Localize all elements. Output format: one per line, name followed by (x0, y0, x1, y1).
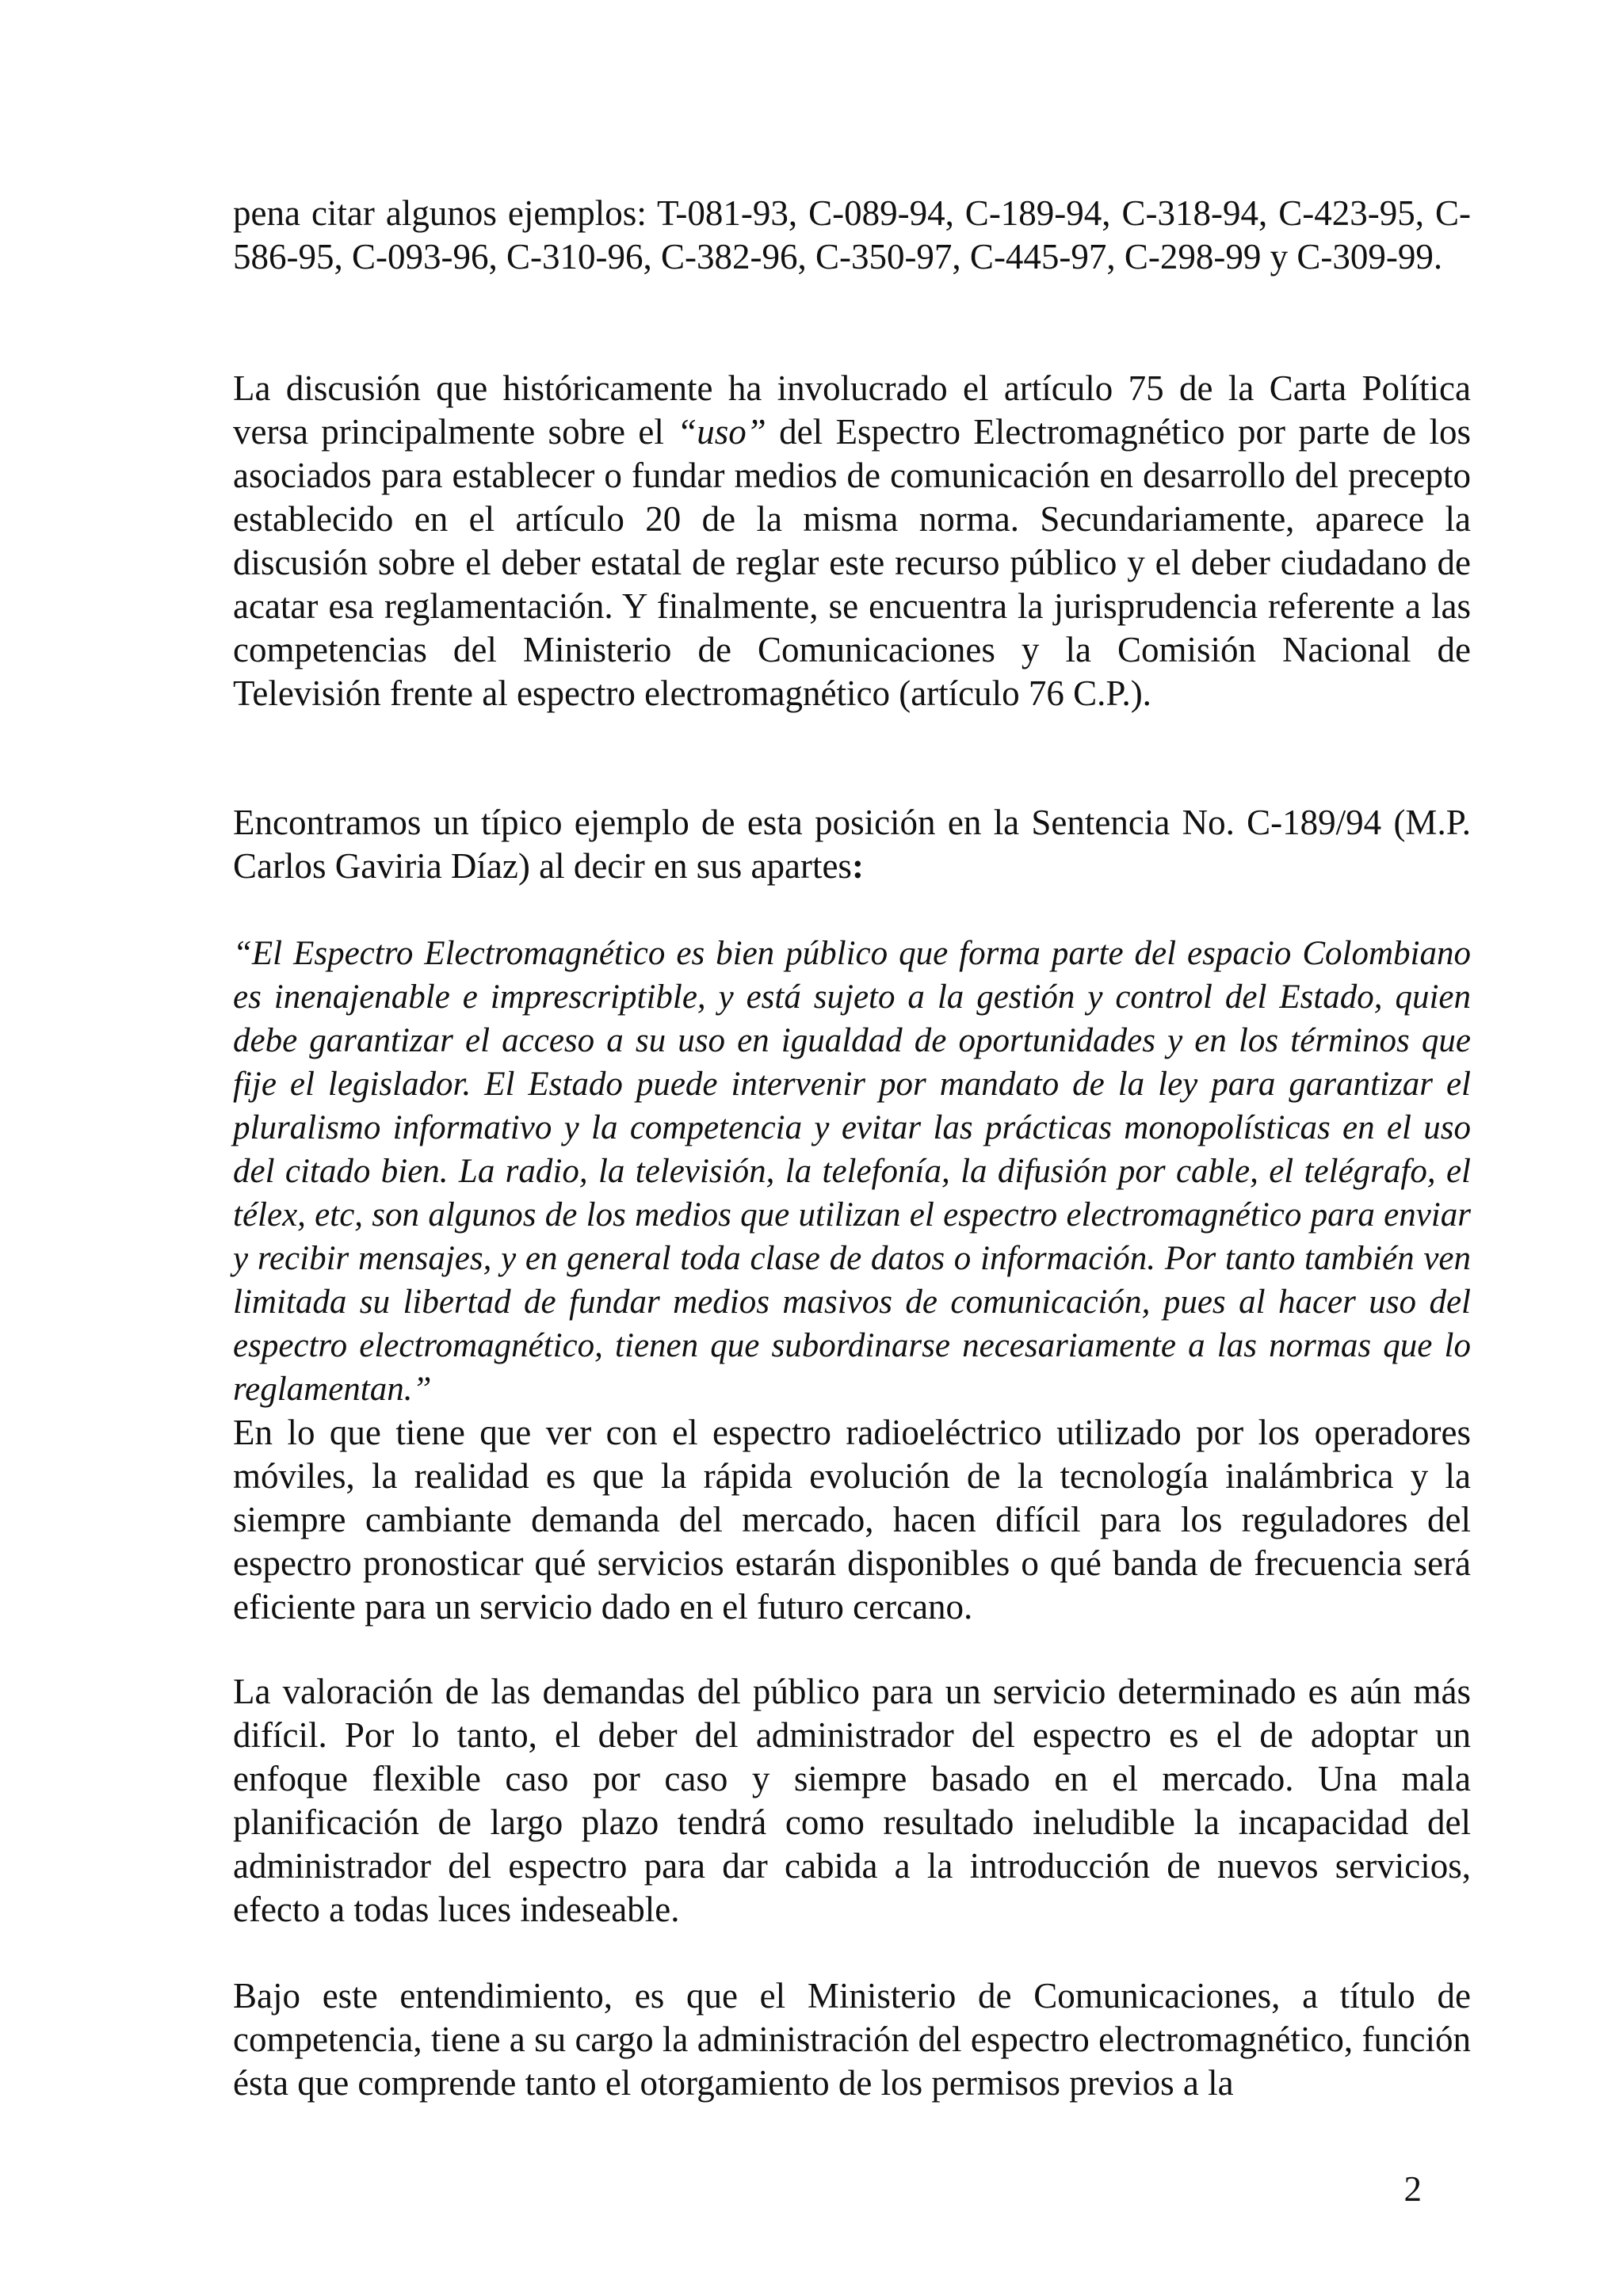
bold-colon: : (851, 846, 864, 886)
page-number: 2 (1403, 2169, 1422, 2209)
paragraph-demand-valuation: La valoración de las demandas del público para un servicio determinado es aún más difícil. Por lo tanto, el deber del administrador del espectro es el de adoptar un enfoque flexible caso por caso y siempre basado en el mercado. Una mala planificación de largo plazo tendrá como resultado ineludible la incapacidad del administrador del espectro para dar cabida a la introducción de nuevos servicios, efecto a todas luces indeseable. (233, 1672, 1471, 1929)
paragraph-article-75-discussion (233, 367, 1471, 715)
block-quote: “El Espectro Electromagnético es bien público que forma parte del espacio Colombiano es inenajenable e imprescriptible, y está sujeto a la gestión y control del Estado, quien debe garantizar el acceso a su uso en igualdad de oportunidades y en los términos que fije el legislador. El Estado puede intervenir por mandato de la ley para garantizar el pluralismo informativo y la competencia y evitar las prácticas monopolísticas en el uso del citado bien. La radio, la televisión, la telefonía, la difusión por cable, el telégrafo, el télex, etc, son algunos de los medios que utilizan el espectro electromagnético para enviar y recibir mensajes, y en general toda clase de datos o información. Por tanto también ven limitada su libertad de fundar medios masivos de comunicación, pues al hacer uso del espectro electromagnético, tienen que subordinarse necesariamente a las normas que lo reglamentan.” (233, 935, 1471, 1408)
paragraph-mobile-spectrum: En lo que tiene que ver con el espectro radioeléctrico utilizado por los operadores móviles, la realidad es que la rápida evolución de la tecnología inalámbrica y la siempre cambiante demanda del mercado, hacen difícil para los reguladores del espectro pronosticar qué servicios estarán disponibles o qué banda de frecuencia será eficiente para un servicio dado en el futuro cercano. (233, 1413, 1471, 1627)
emphasis-uso: “uso” (677, 412, 766, 452)
paragraph-case-list: pena citar algunos ejemplos: T-081-93, C-089-94, C-189-94, C-318-94, C-423-95, C-586-95, C-093-96, C-310-96, C-382-96, C-350-97, C-445-97, C-298-99 y C-309-99. (233, 193, 1471, 277)
paragraph-text: del Espectro Electromagnético por parte de los asociados para establecer o fundar medios de comunicación en desarrollo del precepto establecido en el artículo 20 de la misma norma. Secundariamente, aparece la discusión sobre el deber estatal de reglar este recurso público y el deber ciudadano de acatar esa reglamentación. Y finalmente, se encuentra la jurisprudencia referente a las competencias del Ministerio de Comunicaciones y la Comisión Nacional de Televisión frente al espectro electromagnético (artículo 76 C.P.). (233, 412, 1472, 713)
paragraph-text: La discusión que históricamente ha involucrado el artículo 75 de la Carta Política versa principalmente sobre el (233, 368, 1471, 452)
paragraph-sentencia-intro (233, 801, 1471, 888)
paragraph-text: Encontramos un típico ejemplo de esta posición en la Sentencia No. C-189/94 (M.P. Carlos Gaviria Díaz) al decir en sus apartes (233, 803, 1471, 886)
paragraph-ministry-competence: Bajo este entendimiento, es que el Ministerio de Comunicaciones, a título de competencia, tiene a su cargo la administración del espectro electromagnético, función ésta que comprende tanto el otorgamiento de los permisos previos a la (233, 1976, 1471, 2103)
